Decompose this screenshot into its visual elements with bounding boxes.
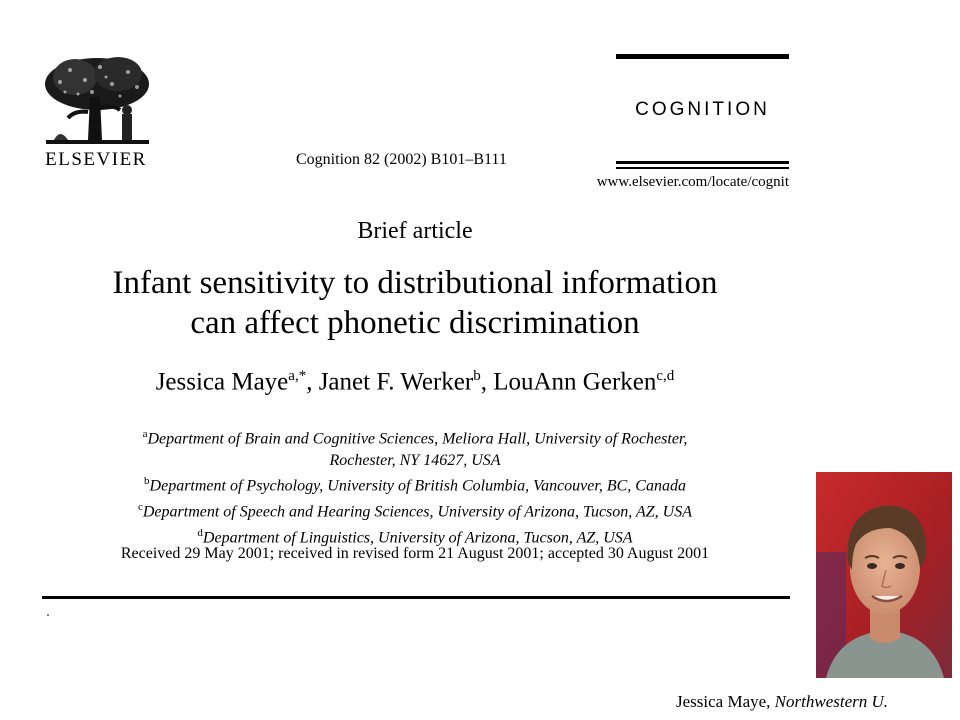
- stray-mark: [47, 614, 49, 616]
- author-separator: ,: [306, 368, 319, 396]
- author-sup: c,d: [656, 368, 675, 384]
- author-sup: a,*: [288, 368, 307, 384]
- journal-rule-double-top: [616, 161, 789, 164]
- elsevier-logo: [40, 52, 155, 172]
- received-dates: Received 29 May 2001; received in revised form 21 August 2001; accepted 30 August 2001: [120, 545, 710, 562]
- author-name: Jessica Maye: [155, 368, 289, 396]
- affiliation-sup: d: [197, 526, 203, 539]
- article-title-line-1: Infant sensitivity to distributional information: [112, 265, 718, 301]
- author-sup: b: [473, 368, 481, 384]
- affiliation-continuation: Rochester, NY 14627, USA: [329, 451, 501, 469]
- article-type: Brief article: [357, 218, 473, 244]
- author-list: [30, 368, 800, 396]
- affiliation-text: Department of Linguistics, University of Arizona, Tucson, AZ, USA: [202, 529, 633, 547]
- photo-caption-affiliation: Northwestern U.: [774, 692, 889, 711]
- journal-name: COGNITION: [635, 99, 770, 120]
- author-separator: ,: [480, 368, 494, 396]
- affiliation-item: [30, 471, 800, 497]
- affiliation-sup: c: [137, 501, 143, 514]
- bottom-rule: [42, 596, 790, 599]
- photo-caption-name: Jessica Maye,: [676, 692, 775, 711]
- affiliation-sup: a: [142, 428, 148, 440]
- affiliation-list: [30, 424, 800, 549]
- affiliation-sup: b: [144, 475, 150, 488]
- affiliation-text: Department of Brain and Cognitive Sciences, Meliora Hall, University of Rochester,: [147, 430, 688, 448]
- photo-caption: [676, 692, 888, 712]
- affiliation-item: [30, 497, 800, 523]
- affiliation-item: [30, 424, 800, 450]
- author-photo: [816, 472, 952, 678]
- journal-citation: Cognition 82 (2002) B101–B111: [296, 151, 507, 168]
- author-name: Janet F. Werker: [318, 368, 474, 396]
- journal-url: www.elsevier.com/locate/cognit: [596, 174, 789, 190]
- journal-rule-double-bottom: [616, 167, 789, 169]
- portrait-image: [816, 472, 952, 678]
- elsevier-tree-icon: [40, 52, 155, 148]
- article-title: [30, 263, 800, 343]
- journal-rule-top: [616, 54, 789, 59]
- author-name: LouAnn Gerken: [493, 368, 657, 396]
- article-title-line-2: can affect phonetic discrimination: [190, 305, 640, 341]
- affiliation-text: Department of Psychology, University of British Columbia, Vancouver, BC, Canada: [149, 477, 686, 495]
- publisher-name: ELSEVIER: [45, 149, 147, 170]
- affiliation-text: Department of Speech and Hearing Sciences, University of Arizona, Tucson, AZ, USA: [142, 503, 692, 521]
